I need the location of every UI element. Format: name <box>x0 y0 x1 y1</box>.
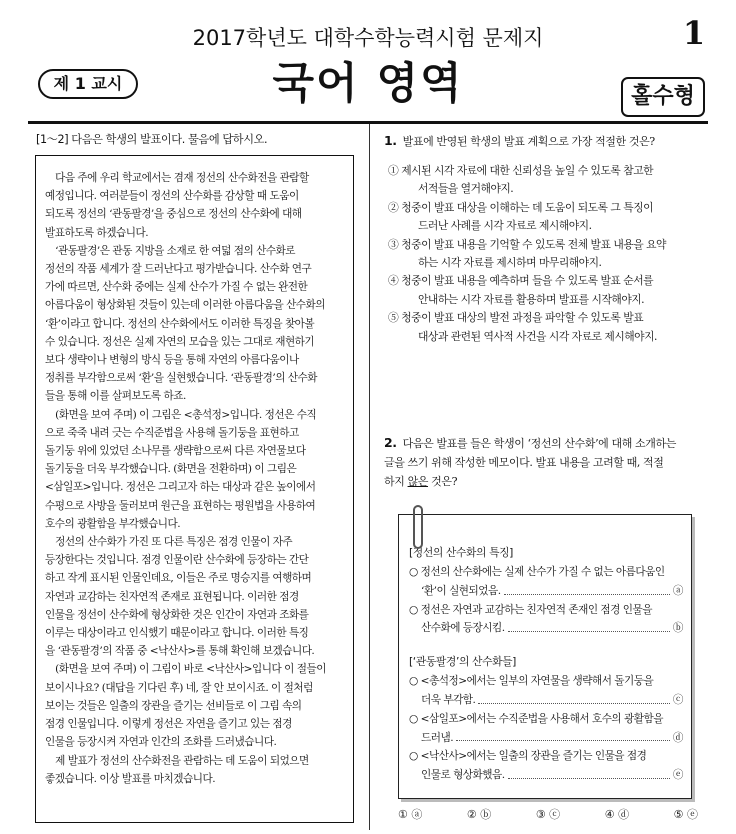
column-divider <box>369 124 370 830</box>
memo-item-continuation <box>409 691 683 710</box>
passage-line: 정선의 작품 세계가 잘 드러난다고 평가받습니다. 산수화 연구 <box>45 263 312 276</box>
memo-item <box>409 672 683 710</box>
subject-title: 국어 영역 <box>272 59 464 109</box>
memo-section-2 <box>409 672 683 785</box>
answer-option-2[interactable] <box>388 199 666 236</box>
passage-line: 다음 주에 우리 학교에서는 겸재 정선의 산수화전을 관람할 <box>45 172 309 184</box>
passage-line: 좋겠습니다. 이상 발표를 마치겠습니다. <box>45 772 216 785</box>
question-2-text-1: 다음은 발표를 들은 학생이 ‘정선의 산수화’에 대해 소개하는 <box>402 437 676 450</box>
passage-instruction: [1～2] 다음은 학생의 발표이다. 물음에 답하시오. <box>36 133 268 146</box>
passage-line: (화면을 보여 주며) 이 그림이 바로 <낙산사>입니다 이 절들이 <box>45 663 326 676</box>
answer-option-4[interactable] <box>388 272 666 309</box>
question-2-number: 2. <box>384 435 397 450</box>
passage-line: 자연과 교감하는 친자연적 존재로 표현됩니다. 이러한 점경 <box>45 590 299 603</box>
header-rule <box>28 121 708 124</box>
answer-option-3[interactable]: ③ ⓒ <box>535 808 561 821</box>
question-2-stem-line: 글을 쓰기 위해 작성한 메모이다. 발표 내용을 고려할 때, 적절 <box>384 455 664 469</box>
option-text: 안내하는 시각 자료를 활용하며 발표를 시작해야지. <box>418 292 645 306</box>
memo-section-title: [‘관동팔경’의 산수화들] <box>409 655 516 669</box>
session-badge: 제 1 교시 <box>38 69 138 99</box>
memo-item-text: ○ 정선은 자연과 교감하는 친자연적 존재인 점경 인물을 <box>409 603 652 616</box>
passage-line: 호수의 광활함을 부각했습니다. <box>45 517 181 530</box>
dotted-leader <box>478 691 670 704</box>
passage-line: <삼일포>입니다. 정선은 그리고자 하는 대상과 같은 높이에서 <box>45 481 316 494</box>
page-number: 1 <box>682 14 706 52</box>
option-text: 서적들을 열거해야지. <box>418 182 514 196</box>
option-text: ② 청중이 발표 대상을 이해하는 데 도움이 되도록 그 특징이 <box>388 200 654 214</box>
memo-item-text: 드러냄. <box>421 731 454 744</box>
passage-line: 정선의 산수화가 가진 또 다른 특징은 점경 인물이 자주 <box>45 536 293 549</box>
passage-line: 점경 인물입니다. 이렇게 정선은 자연을 즐기고 있는 점경 <box>45 718 292 731</box>
passage-box <box>35 155 354 823</box>
question-1 <box>384 132 655 152</box>
passage-line: 으로 죽죽 내려 긋는 수직준법을 사용해 돌기둥을 표현하고 <box>45 426 299 439</box>
passage-line: 발표하도록 하겠습니다. <box>45 226 149 239</box>
passage-line: 수평으로 사방을 둘러보며 원근을 표현하는 평원법을 사용하여 <box>45 499 316 512</box>
memo-item-text: 더욱 부각함. <box>421 693 476 706</box>
memo-item-marker: ⓑ <box>672 622 683 635</box>
question-2-stem-line <box>384 473 676 492</box>
passage-line: 보이는 것들은 일출의 장관을 즐기는 선비들로 이 그림 속의 <box>45 699 302 712</box>
memo-item <box>409 747 683 785</box>
dotted-leader <box>456 729 670 742</box>
memo-item <box>409 601 683 639</box>
passage-line: 정취를 부각함으로써 ‘환’을 실현했습니다. ‘관동팔경’의 산수화 <box>45 372 318 385</box>
answer-option-5[interactable] <box>388 309 666 346</box>
passage-column <box>36 130 354 785</box>
question-1-choices <box>388 162 666 346</box>
question-2 <box>384 434 676 491</box>
memo-item-marker: ⓐ <box>672 584 683 597</box>
memo-item-text: ○ <삼일포>에서는 수직준법을 사용해서 호수의 광활함을 <box>409 712 663 725</box>
memo-item <box>409 710 683 748</box>
passage-line: 돌기둥 위에 있었던 소나무를 생략함으로써 다른 자연물보다 <box>45 445 306 458</box>
memo-item-continuation <box>409 766 683 785</box>
question-1-stem <box>384 132 655 152</box>
question-2-text-end: 것은? <box>428 474 458 488</box>
passage-line: (화면을 보여 주며) 이 그림은 <총석정>입니다. 정선은 수직 <box>45 408 317 421</box>
memo-item-continuation <box>409 582 683 601</box>
answer-choices <box>398 806 698 822</box>
answer-option-5[interactable]: ⑤ ⓔ <box>673 808 698 821</box>
option-text: ④ 청중이 발표 내용을 예측하며 들을 수 있도록 발표 순서를 <box>388 274 654 288</box>
memo-item-marker: ⓒ <box>672 693 683 706</box>
passage-line: ‘환’이라고 합니다. 정선의 산수화에서도 이러한 특징을 찾아볼 <box>45 317 315 330</box>
dotted-leader <box>508 619 670 632</box>
passage-line: 등장한다는 것입니다. 점경 인물이란 산수화에 등장하는 간단 <box>45 554 309 567</box>
passage-line: ‘관동팔경’은 관동 지방을 소재로 한 여덟 점의 산수화로 <box>45 244 296 257</box>
option-text: ① 제시된 시각 자료에 대한 신뢰성을 높일 수 있도록 참고한 <box>388 164 654 177</box>
passage-line: 돌기둥을 더욱 부각했습니다. (화면을 전환하며) 이 그림은 <box>45 463 297 476</box>
answer-option-2[interactable]: ② ⓑ <box>466 808 492 821</box>
passage-line: 보다 생략이나 변형의 방식 등을 통해 자연의 아름다움이나 <box>45 354 299 367</box>
answer-option-4[interactable]: ④ ⓓ <box>604 808 630 821</box>
memo-item-continuation <box>409 619 683 638</box>
exam-type-badge: 홀수형 <box>621 77 705 117</box>
memo-item-text: 인물로 형상화했음. <box>421 769 505 782</box>
passage-line: 인물을 등장시켜 자연과 인간의 조화를 드러냈습니다. <box>45 736 277 749</box>
option-text: 드러난 사례를 시각 자료로 제시해야지. <box>418 219 592 233</box>
question-1-number: 1. <box>384 133 397 148</box>
question-2-stem-line <box>384 434 676 454</box>
option-text: 대상과 관련된 역사적 사건을 시각 자료로 제시해야지. <box>418 329 657 343</box>
option-text: ③ 청중이 발표 내용을 기억할 수 있도록 전체 발표 내용을 요약 <box>388 237 666 251</box>
memo-section-title: [정선의 산수화의 특징] <box>409 546 513 559</box>
passage-line: 예정입니다. 여러분들이 정선의 산수화를 감상할 때 도움이 <box>45 190 299 203</box>
passage-line: 인물을 정선이 산수화에 형상화한 것은 인간이 자연과 조화를 <box>45 608 309 621</box>
question-2-text-3: 하지 <box>384 474 405 488</box>
memo-item-text: 산수화에 등장시킴. <box>421 622 505 635</box>
passage-line: 가에 따르면, 산수화 중에는 실제 산수가 가질 수 없는 완전한 <box>45 281 308 294</box>
passage-line: 들을 통해 이를 살펴보도록 하죠. <box>45 390 186 403</box>
underlined-not: 않은 <box>407 474 429 488</box>
memo-item-text: ○ 정선의 산수화에는 실제 산수가 가질 수 없는 아름다움인 <box>409 566 665 578</box>
passage-line: 수 있습니다. 정선은 실제 자연의 모습을 있는 그대로 재현하기 <box>45 335 315 348</box>
answer-option-3[interactable] <box>388 236 666 273</box>
memo-item-text: ○ <낙산사>에서는 일출의 장관을 즐기는 인물을 점경 <box>409 750 647 763</box>
option-text: ⑤ 청중이 발표 대상의 발전 과정을 파악할 수 있도록 발표 <box>388 311 644 325</box>
paperclip-icon <box>413 505 423 549</box>
passage-line: 이루는 대상이라고 인식했기 때문이라고 합니다. 이러한 특징 <box>45 627 309 640</box>
answer-option-1[interactable] <box>388 162 666 199</box>
passage-line: 보이시나요? (대답을 기다린 후) 네, 잘 안 보이시죠. 이 절처럼 <box>45 681 313 694</box>
dotted-leader <box>508 766 670 779</box>
memo-item-text: ○ <총석정>에서는 일부의 자연물을 생략해서 돌기둥을 <box>409 675 654 688</box>
option-text: 하는 시각 자료를 제시하며 마무리해야지. <box>418 256 602 270</box>
dotted-leader <box>504 582 670 595</box>
question-1-text: 발표에 반영된 학생의 발표 계획으로 가장 적절한 것은? <box>402 135 655 148</box>
memo-item-continuation <box>409 729 683 748</box>
passage-line: 제 발표가 정선의 산수화전을 관람하는 데 도움이 되었으면 <box>45 754 309 767</box>
memo-item-marker: ⓔ <box>672 769 683 782</box>
exam-title: 2017학년도 대학수학능력시험 문제지 <box>192 26 544 50</box>
memo-section-1 <box>409 563 683 638</box>
answer-option-1[interactable]: ① ⓐ <box>398 808 423 821</box>
passage-line: 을 ‘관동팔경’의 작품 중 <낙산사>를 통해 확인해 보겠습니다. <box>45 645 315 658</box>
memo-item-marker: ⓓ <box>672 731 683 744</box>
passage-line: 하고 작게 표시된 인물인데요, 이들은 주로 명승지를 여행하며 <box>45 572 312 585</box>
passage-line: 되도록 정선의 ‘관동팔경’을 중심으로 정선의 산수화에 대해 <box>45 208 302 221</box>
passage-line: 아름다움이 형상화된 것들이 있는데 이러한 아름다움을 산수화의 <box>45 299 326 312</box>
memo-box <box>398 514 692 799</box>
memo-item <box>409 563 683 601</box>
memo-item-text: ‘환’이 실현되었음. <box>421 584 501 597</box>
